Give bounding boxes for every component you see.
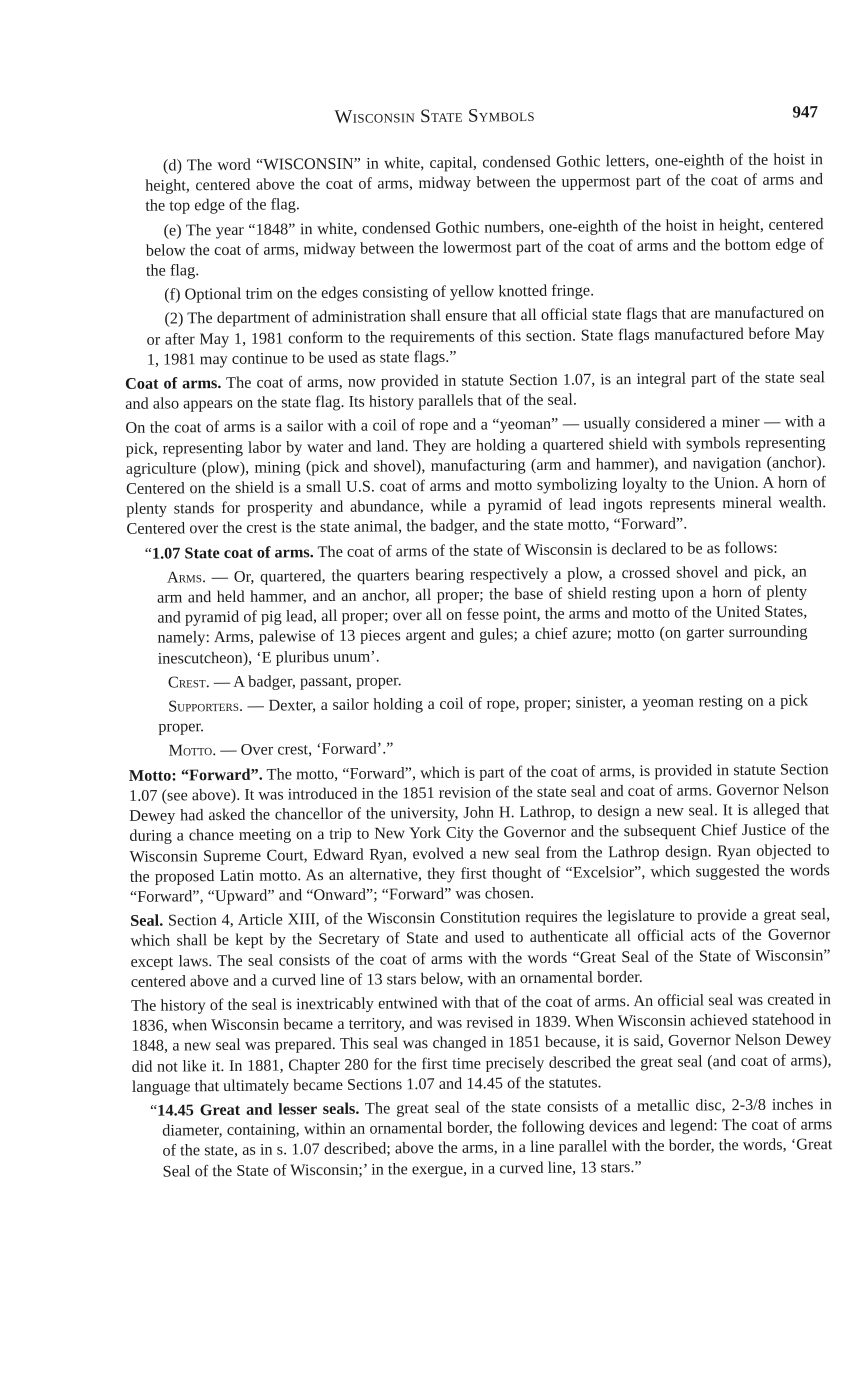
motto-clause-text: — Over crest, ‘Forward’.” [216, 738, 394, 760]
statute-14-45-open-quote: “ [149, 1100, 158, 1120]
running-title: Wisconsin State Symbols [334, 104, 535, 128]
running-header [0, 102, 854, 136]
coat-of-arms-description: On the coat of arms is a sailor with a coil of rope and a “yeoman” — usually considered a miner — with a pick, representing labor by water and land. They are holding a quartered shield with symbols representing agriculture (plow), mining (pick and shovel), manufacturing (arm and hammer), and navigation (anchor). Centered on the shield is a small U.S. coat of arms and motto symbolizing loyalty to the Union. A horn of plenty stands for prosperity and abundance, while a pyramid of lead ingots represents mineral wealth. Centered over the crest is the state animal, the badger, and the state motto, “Forward”. [125, 411, 827, 539]
flag-item-d: (d) The word “WISCONSIN” in white, capital, condensed Gothic letters, one-eighth of the hoist in height, centered above the coat of arms, midway between the uppermost part of the coat of arms and the top edge of the flag. [145, 149, 824, 216]
seal-text: Section 4, Article XIII, of the Wisconsin Constitution requires the legislature to provide a great seal, which shall be kept by the Secretary of State and used to authenticate all official acts of the Governor except laws. The seal consists of the coat of arms with the words “Great Seal of the State of Wisconsin” centered above and a curved line of 13 stars below, with an ornamental border. [130, 904, 831, 991]
supporters-clause [158, 690, 808, 737]
motto-label: Motto. [168, 740, 217, 760]
motto-text: The motto, “Forward”, which is part of the coat of arms, is provided in statute Section 1.07 (see above). It was introduced in the 1851 revision of the state seal and coat of arms. Governor Nelson Dewey had asked the chancellor of the university, John H. Lathrop, to design a new seal. It is alleged that during a chance meeting on a trip to New York City the Governor and the subsequent Chief Justice of the Wisconsin Supreme Court, Edward Ryan, evolved a new seal from the Lathrop design. Ryan objected to the proposed Latin motto. As an alternative, they first thought of “Excelsior”, which suggested the words “Forward”, “Upward” and “Onward”; “Forward” was chosen. [128, 758, 830, 906]
seal-heading: Seal. [130, 910, 164, 930]
coat-of-arms-heading: Coat of arms. [124, 373, 222, 393]
flag-item-2: (2) The department of administration shall ensure that all official state flags that are manufactured on or after May 1, 1981 conform to the requirements of this section. State flags manufactured before May 1, 1981 may continue to be used as state flags.” [146, 302, 825, 369]
arms-text: — Or, quartered, the quarters bearing respectively a plow, a crossed shovel and pick, an arm and held hammer, and an anchor, all proper; the base of shield resting upon a horn of plenty and pyramid of pig lead, all proper; over all on fesse point, the arms and motto of the United States, namely: Arms, palewise of 13 pieces argent and gules; a chief azure; motto (on garter surrounding inescutcheon), ‘E pluribus unum’. [157, 561, 808, 668]
seal-history-paragraph: The history of the seal is inextricably entwined with that of the coat of arms. An official seal was created in 1836, when Wisconsin became a territory, and was revised in 1839. When Wisconsin achieved statehood in 1848, a new seal was prepared. This seal was changed in 1851 because, it is said, Governor Nelson Dewey did not like it. In 1881, Chapter 280 for the first time precisely described the great seal (and coat of arms), language that ultimately became Sections 1.07 and 14.45 of the statutes. [130, 989, 832, 1096]
flag-item-f: (f) Optional trim on the edges consisting of yellow knotted fringe. [164, 280, 595, 304]
statute-14-45-text: The great seal of the state consists of a metallic disc, 2-3/8 inches in diameter, containing, within an ornamental border, the following devices and legend: The coat of arms of the state, as in s. 1.07 described; above the arms, in a line parallel with the border, the words, ‘Great Seal of the State of Wisconsin;’ in the exergue, in a curved line, 13 stars.” [162, 1094, 833, 1181]
arms-label: Arms. [166, 567, 207, 587]
statute-1-07-text: The coat of arms of the state of Wisconsin is declared to be as follows: [313, 537, 778, 561]
arms-clause [157, 561, 808, 668]
crest-label: Crest. [167, 671, 210, 692]
motto-clause [158, 735, 808, 761]
statute-1-07-heading [145, 537, 827, 564]
coat-of-arms-paragraph [125, 367, 825, 414]
crest-clause [158, 666, 808, 692]
flag-item-e: (e) The year “1848” in white, condensed Gothic numbers, one-eighth of the hoist in height, centered below the coat of arms, midway between the lowermost part of the coat of arms and the bottom edge of the flag. [145, 213, 824, 280]
motto-heading: Motto: “Forward”. [128, 764, 263, 785]
supporters-label: Supporters. [168, 695, 244, 716]
statute-1-07-open-quote: “ [144, 543, 152, 563]
statute-14-45-paragraph [150, 1094, 833, 1181]
coat-of-arms-text: The coat of arms, now provided in statute Section 1.07, is an integral part of the state seal and also appears on the state flag. Its history parallels that of the seal. [125, 367, 826, 414]
statute-1-07-title: 1.07 State coat of arms. [151, 541, 314, 563]
page-number: 947 [792, 102, 819, 122]
crest-text: — A badger, passant, proper. [209, 670, 402, 691]
seal-paragraph [130, 904, 831, 992]
statute-14-45-title: 14.45 Great and lesser seals. [157, 1098, 360, 1120]
supporters-text: — Dexter, a sailor holding a coil of rope, proper; sinister, a yeoman resting on a pick proper. [158, 690, 809, 736]
motto-paragraph [129, 759, 830, 907]
body-text [123, 149, 833, 1185]
